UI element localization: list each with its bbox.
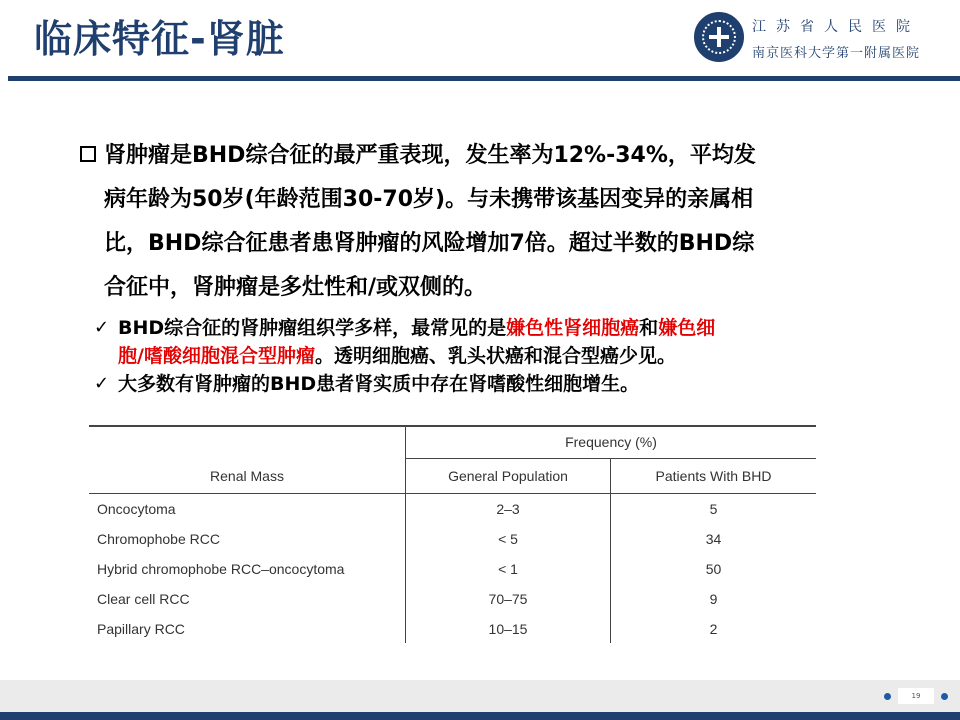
cell-general-population: < 5 [498, 531, 518, 547]
paragraph-line: 病年龄为50岁(年龄范围30-70岁)。与未携带该基因变异的亲属相 [104, 187, 754, 212]
table-row [89, 494, 816, 524]
university-affiliation: 南京医科大学第一附属医院 [752, 46, 921, 61]
hospital-logo [694, 10, 956, 70]
cell-patients-bhd: 5 [709, 501, 718, 517]
table-group-rule [406, 458, 816, 459]
bullet-text: 和 [639, 317, 659, 339]
footer-band [0, 680, 960, 712]
table-row [89, 524, 816, 554]
cell-renal-mass: Hybrid chromophobe RCC–oncocytoma [97, 561, 345, 577]
checkmark-icon: ✓ [94, 317, 110, 338]
bullet-text: 大多数有肾肿瘤的BHD患者肾实质中存在肾嗜酸性细胞增生。 [118, 373, 640, 395]
prev-slide-dot-icon[interactable] [884, 693, 891, 700]
table-row [89, 554, 816, 584]
cell-renal-mass: Oncocytoma [97, 501, 176, 517]
square-bullet-icon [80, 146, 96, 162]
cell-general-population: 2–3 [496, 501, 520, 517]
highlight-text: 嫌色细 [658, 317, 716, 339]
checkmark-icon: ✓ [94, 373, 110, 394]
highlight-text: 嫌色性肾细胞癌 [506, 317, 640, 339]
paragraph-line: 肾肿瘤是BHD综合征的最严重表现，发生率为12%-34%，平均发 [104, 143, 756, 168]
cell-patients-bhd: 50 [705, 561, 722, 577]
table-row [89, 584, 816, 614]
bullet-item-histology [94, 314, 914, 370]
hospital-emblem-icon [694, 12, 744, 62]
bullet-text: BHD综合征的肾肿瘤组织学多样，最常见的是 [118, 317, 507, 339]
cell-patients-bhd: 9 [709, 591, 718, 607]
cell-general-population: < 1 [498, 561, 518, 577]
bullet-text: 。透明细胞癌、乳头状癌和混合型癌少见。 [314, 345, 676, 367]
cell-patients-bhd: 34 [705, 531, 722, 547]
table-row [89, 614, 816, 644]
paragraph-line: 比，BHD综合征患者患肾肿瘤的风险增加7倍。超过半数的BHD综 [104, 231, 755, 256]
slide-title: 临床特征-肾脏 [34, 17, 285, 61]
hospital-name: 江苏省人民医院 [752, 19, 920, 35]
cell-general-population: 10–15 [488, 621, 528, 637]
header-patients-bhd: Patients With BHD [655, 468, 772, 484]
table-top-rule [89, 425, 816, 427]
next-slide-dot-icon[interactable] [941, 693, 948, 700]
header-renal-mass: Renal Mass [210, 468, 284, 484]
cell-renal-mass: Chromophobe RCC [97, 531, 220, 547]
cell-renal-mass: Clear cell RCC [97, 591, 190, 607]
cell-general-population: 70–75 [488, 591, 528, 607]
bullet-item-hyperplasia [94, 370, 914, 398]
page-number: 19 [898, 688, 934, 704]
highlight-text: 胞/嗜酸细胞混合型肿瘤 [118, 345, 315, 367]
footer-bar [0, 712, 960, 720]
bullet-list [94, 314, 914, 398]
main-paragraph [80, 134, 900, 310]
title-divider [8, 76, 960, 81]
header-general-population: General Population [448, 468, 568, 484]
cell-patients-bhd: 2 [709, 621, 718, 637]
paragraph-line: 合征中，肾肿瘤是多灶性和/或双侧的。 [104, 275, 487, 300]
cell-renal-mass: Papillary RCC [97, 621, 185, 637]
header-frequency: Frequency (%) [565, 434, 657, 450]
